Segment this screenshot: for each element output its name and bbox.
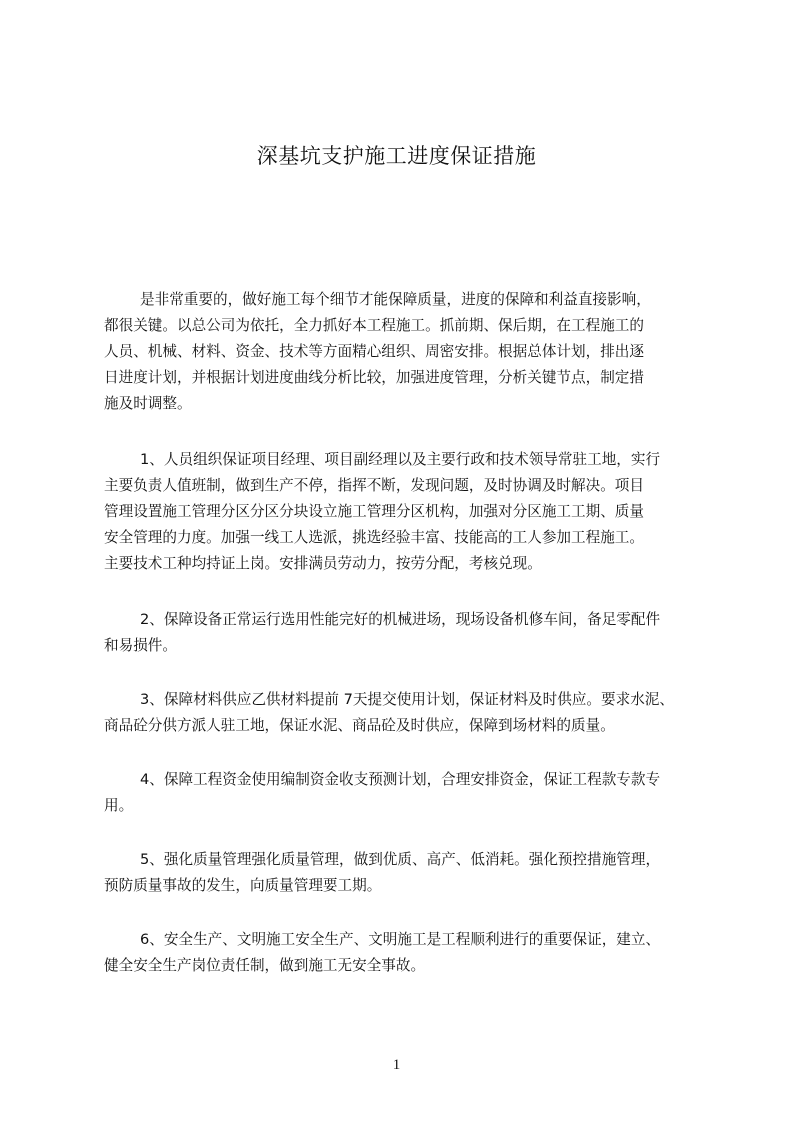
text-line: 用。 <box>104 797 134 814</box>
text-line: 健全安全生产岗位责任制，做到施工无安全事故。 <box>104 957 426 974</box>
page-title: 深基坑支护施工进度保证措施 <box>256 144 537 168</box>
text-line: 主要技术工种均持证上岗。安排满员劳动力，按劳分配，考核兑现。 <box>104 555 542 572</box>
paragraph-materials <box>104 687 716 739</box>
paragraph-personnel <box>104 447 716 577</box>
text-line: 2、保障设备正常运行选用性能完好的机械进场，现场设备机修车间，备足零配件 <box>140 611 661 628</box>
text-line: 日进度计划，并根据计划进度曲线分析比较，加强进度管理，分析关键节点，制定措 <box>104 369 644 386</box>
text-line: 3、保障材料供应乙供材料提前 7天提交使用计划，保证材料及时供应。要求水泥、 <box>140 691 674 708</box>
text-line: 施及时调整。 <box>104 395 192 412</box>
text-line: 5、强化质量管理强化质量管理，做到优质、高产、低消耗。强化预控措施管理， <box>140 851 661 868</box>
text-line: 商品砼分供方派人驻工地，保证水泥、商品砼及时供应，保障到场材料的质量。 <box>104 717 615 734</box>
paragraph-safety <box>104 927 716 979</box>
text-line: 都很关键。以总公司为依托，全力抓好本工程施工。抓前期、保后期，在工程施工的 <box>104 317 644 334</box>
text-line: 4、保障工程资金使用编制资金收支预测计划，合理安排资金，保证工程款专款专 <box>140 771 661 788</box>
paragraph-intro <box>104 287 716 417</box>
text-line: 1、人员组织保证项目经理、项目副经理以及主要行政和技术领导常驻工地，实行 <box>140 451 661 468</box>
text-line: 主要负责人值班制，做到生产不停，指挥不断，发现问题，及时协调及时解决。项目 <box>104 477 644 494</box>
page-number: 1 <box>392 1057 401 1073</box>
text-line: 和易损件。 <box>104 637 177 654</box>
text-line: 管理设置施工管理分区分区分块设立施工管理分区机构，加强对分区施工工期、质量 <box>104 503 644 520</box>
text-line: 是非常重要的，做好施工每个细节才能保障质量，进度的保障和利益直接影响， <box>140 291 651 308</box>
paragraph-funding <box>104 767 716 819</box>
paragraph-equipment <box>104 607 716 659</box>
text-line: 6、安全生产、文明施工安全生产、文明施工是工程顺利进行的重要保证，建立、 <box>140 931 661 948</box>
paragraph-quality <box>104 847 716 899</box>
text-line: 预防质量事故的发生，向质量管理要工期。 <box>104 877 382 894</box>
text-line: 人员、机械、材料、资金、技术等方面精心组织、周密安排。根据总体计划，排出逐 <box>104 343 644 360</box>
text-line: 安全管理的力度。加强一线工人选派，挑选经验丰富、技能高的工人参加工程施工。 <box>104 529 644 546</box>
